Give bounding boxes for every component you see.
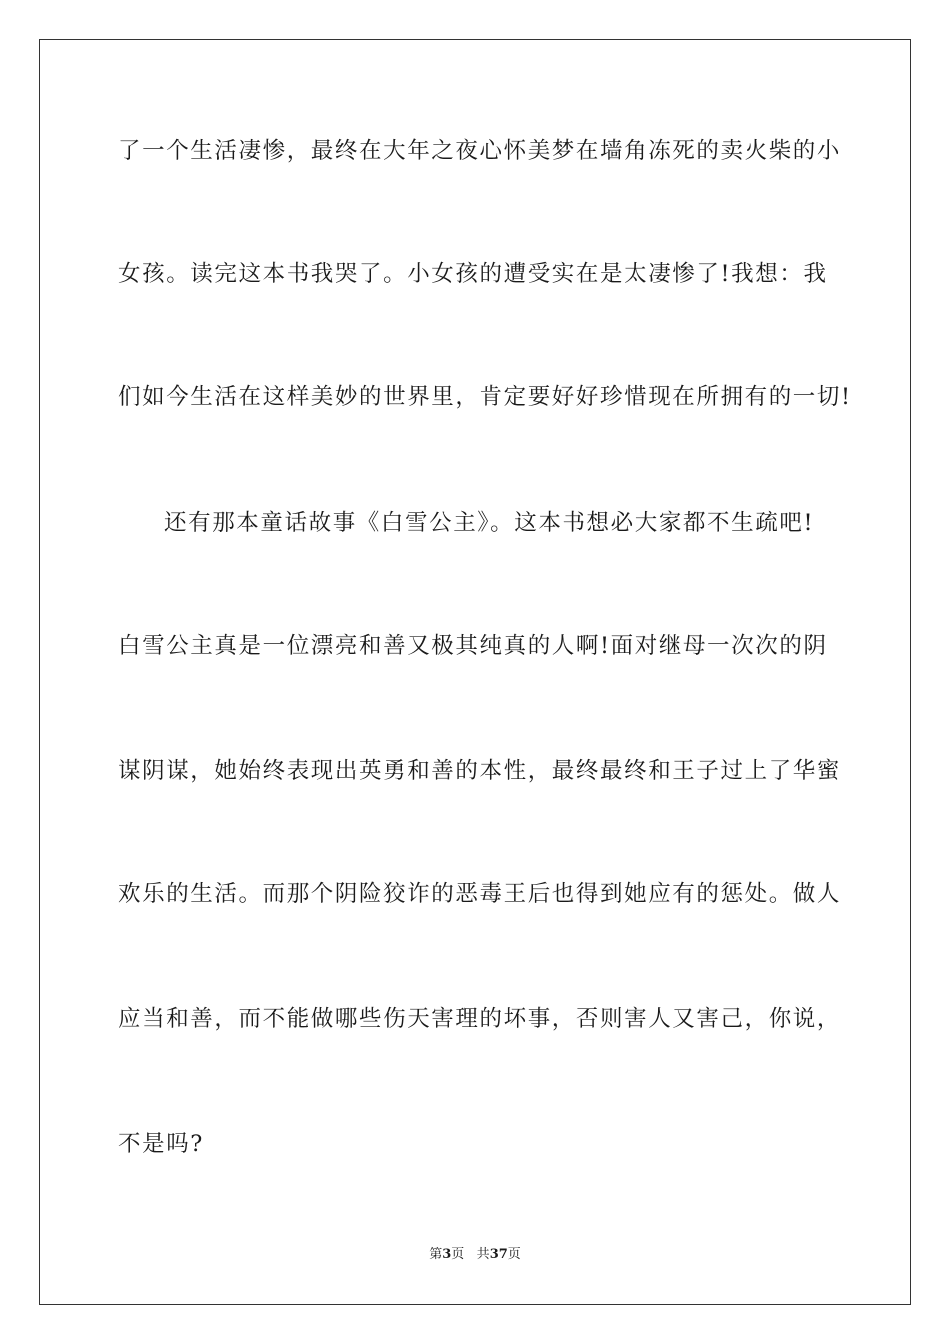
text-line-9: 不是吗?: [118, 1131, 204, 1157]
text-line-6: 谋阴谋，她始终表现出英勇和善的本性，最终最终和王子过上了华蜜: [118, 758, 842, 784]
page-footer: [0, 1246, 950, 1264]
text-line-1: 了一个生活凄惨，最终在大年之夜心怀美梦在墙角冻死的卖火柴的小: [118, 138, 842, 164]
page-border: [39, 39, 911, 1305]
text-line-5: 白雪公主真是一位漂亮和善又极其纯真的人啊!面对继母一次次的阴: [118, 633, 828, 659]
footer-page-suffix: 页: [451, 1247, 465, 1262]
footer-page-prefix: 第: [429, 1247, 443, 1262]
footer-page-number: 3: [442, 1247, 452, 1262]
text-line-2: 女孩。读完这本书我哭了。小女孩的遭受实在是太凄惨了!我想：我: [118, 261, 828, 287]
text-line-7: 欢乐的生活。而那个阴险狡诈的恶毒王后也得到她应有的惩处。做人: [118, 881, 842, 907]
text-line-8: 应当和善，而不能做哪些伤天害理的坏事，否则害人又害己，你说，: [118, 1006, 842, 1032]
footer-total-prefix: 共: [476, 1247, 490, 1262]
text-line-3: 们如今生活在这样美妙的世界里，肯定要好好珍惜现在所拥有的一切!: [118, 384, 852, 410]
footer-total-suffix: 页: [507, 1247, 521, 1262]
footer-total-pages: 37: [489, 1247, 508, 1262]
text-line-4-paragraph-start: 还有那本童话故事《白雪公主》。这本书想必大家都不生疏吧!: [164, 510, 815, 536]
